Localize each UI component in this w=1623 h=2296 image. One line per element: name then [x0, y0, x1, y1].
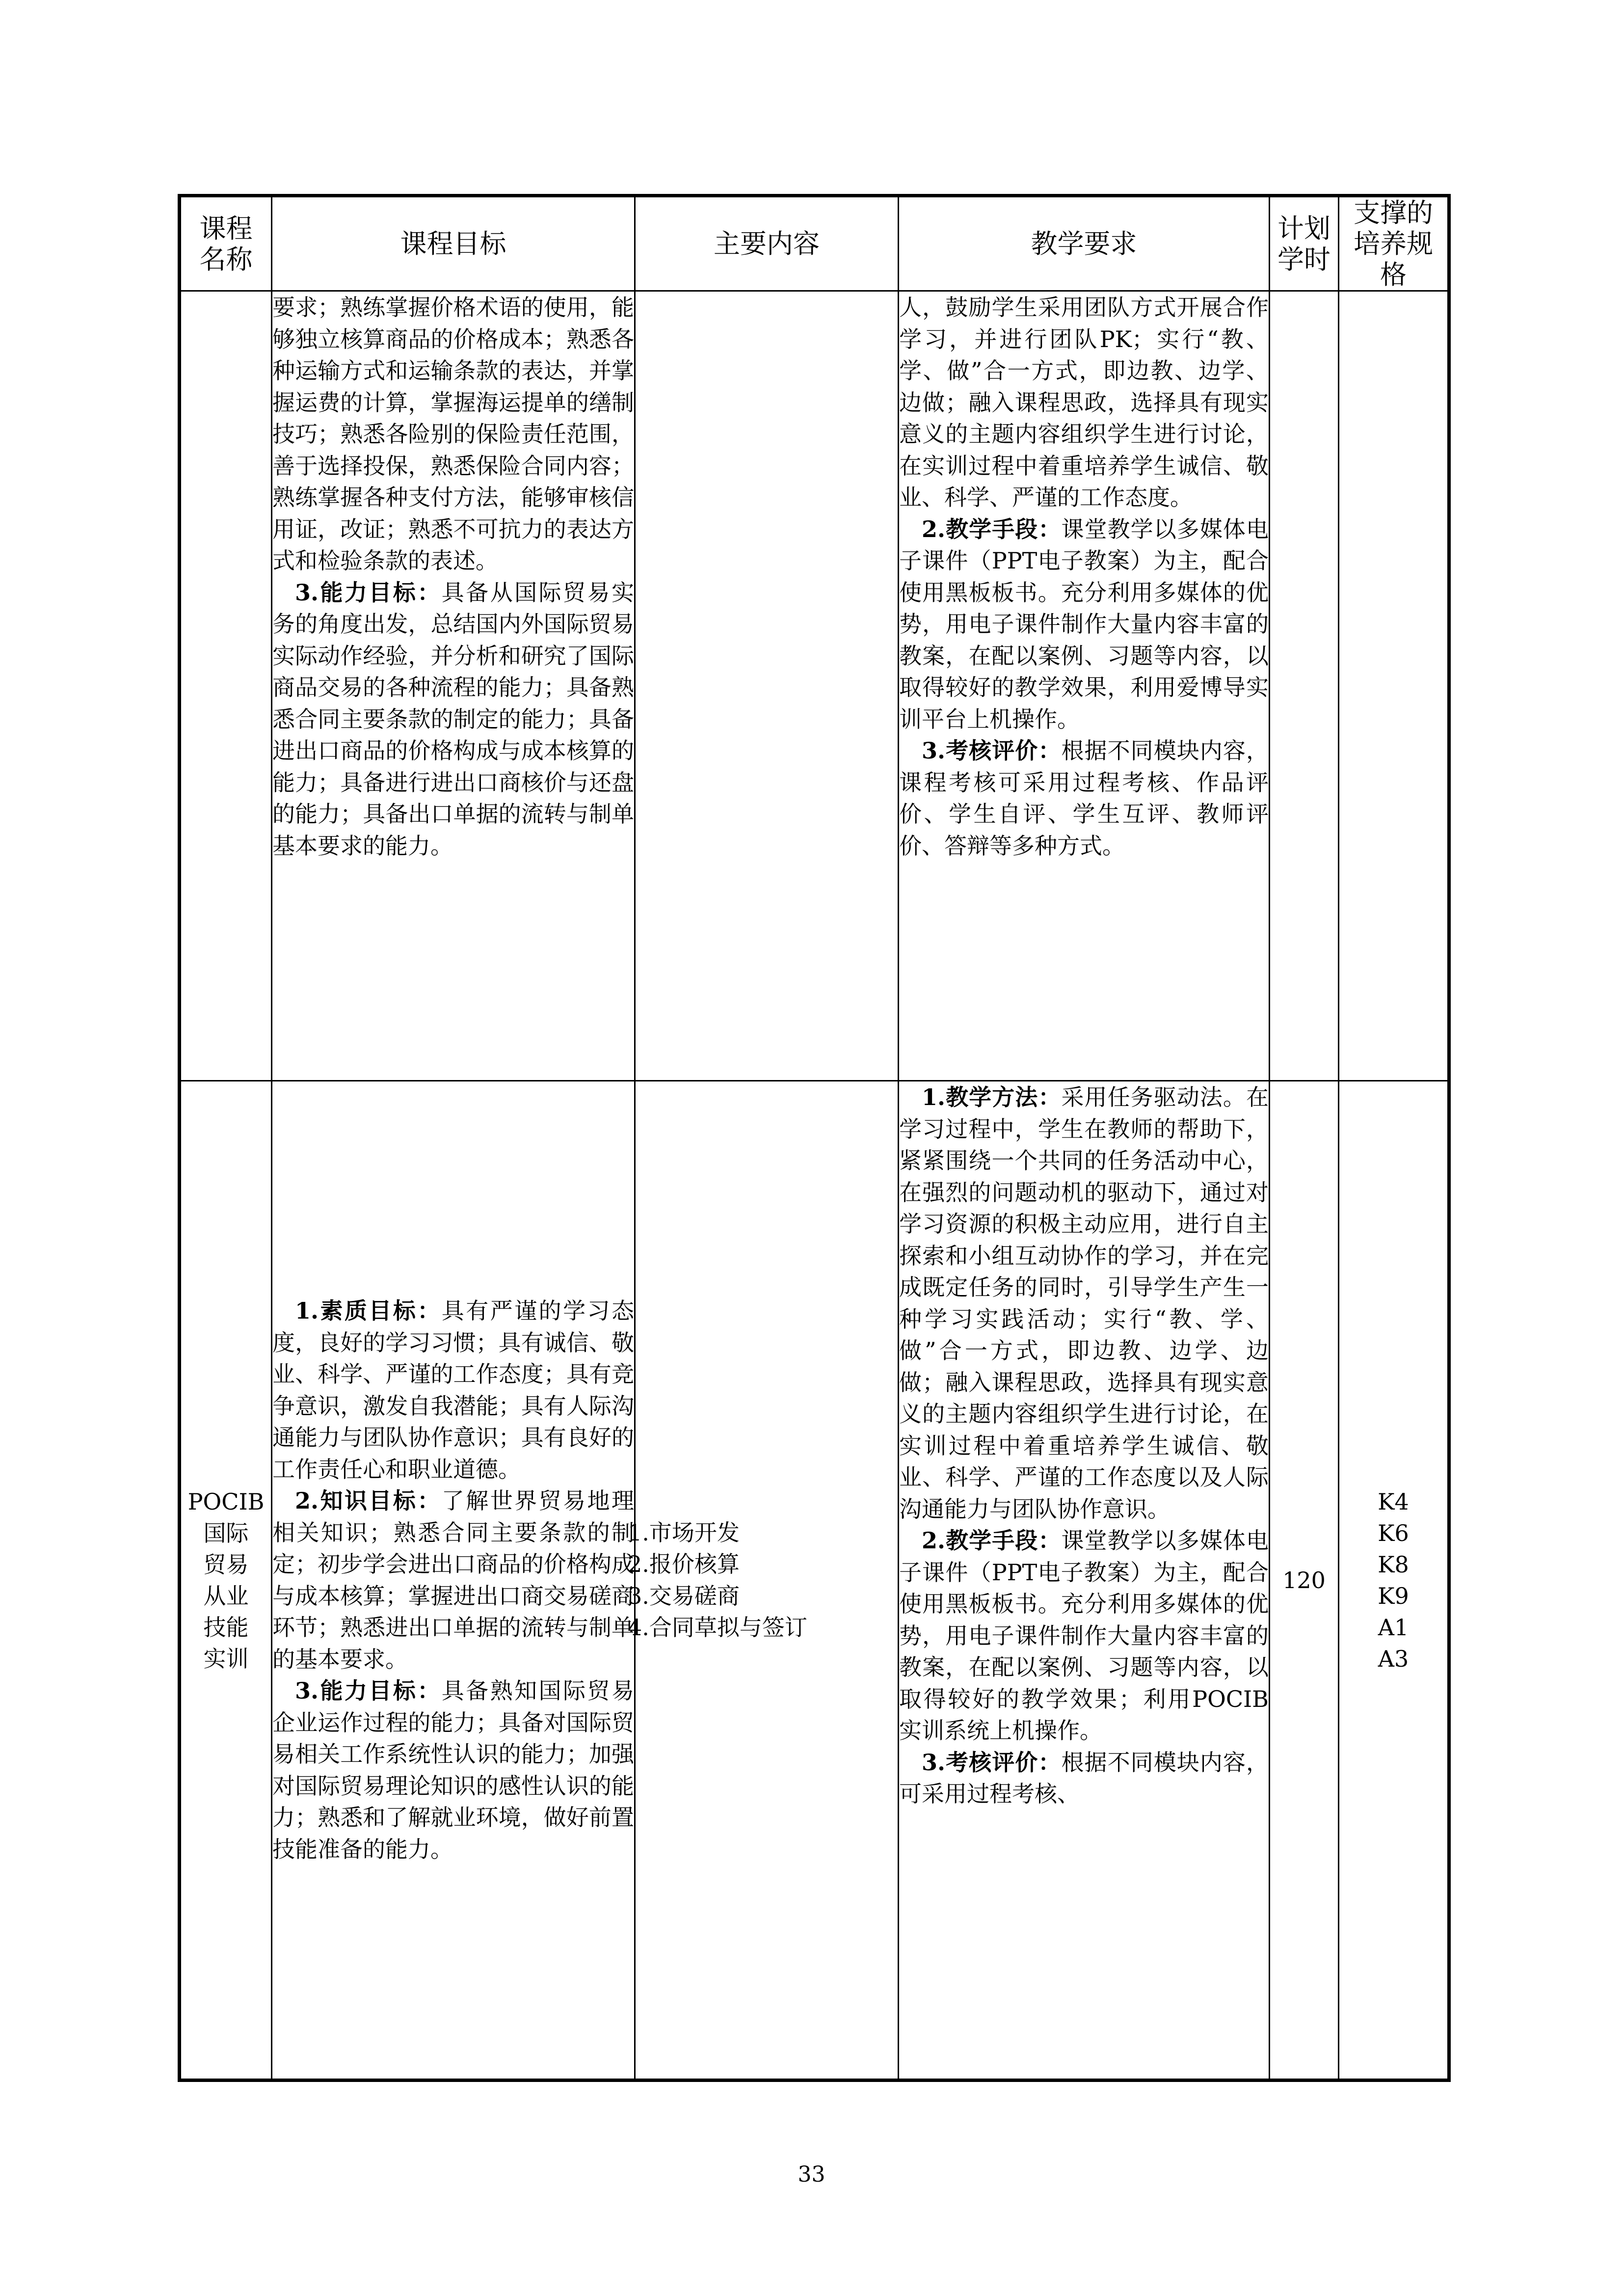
list-item: 3.交易磋商 — [628, 1582, 740, 1609]
row1-specs — [1339, 291, 1449, 1081]
para-heading: 3.考核评价： — [922, 737, 1062, 764]
header-hours-line-1: 计划 — [1277, 213, 1330, 244]
spec-code: K8 — [1378, 1551, 1409, 1578]
row2-requirements-para-2 — [899, 1525, 1269, 1747]
row2-content — [628, 1081, 899, 2080]
table-row — [180, 1081, 1449, 2080]
row1-requirements-para-2 — [899, 513, 1269, 735]
header-course-name-line-1: 课程 — [199, 213, 253, 244]
para-heading: 2.教学手段： — [922, 1527, 1062, 1554]
header-specs-line-1: 支撑的 — [1354, 197, 1433, 228]
row2-objectives-para-3 — [272, 1675, 634, 1865]
header-specs — [1339, 196, 1449, 291]
header-hours — [1270, 196, 1339, 291]
header-objectives: 课程目标 — [272, 196, 635, 291]
course-name-line: 从业 — [203, 1582, 249, 1609]
para-text: 根据不同模块内容，课程考核可采用过程考核、作品评价、学生自评、学生互评、教师评价、答辩等多种方式。 — [899, 737, 1269, 859]
para-heading: 2.教学手段： — [922, 515, 1062, 542]
header-row — [180, 196, 1449, 291]
row2-objectives — [272, 1081, 635, 2080]
list-item: 4.合同草拟与签订 — [628, 1614, 807, 1641]
header-course-name-line-2: 名称 — [199, 243, 253, 275]
row1-course-name — [180, 291, 272, 1081]
row1-objectives — [272, 291, 635, 1081]
page-number: 33 — [798, 2162, 825, 2187]
header-content: 主要内容 — [635, 196, 899, 291]
para-text: 采用任务驱动法。在学习过程中，学生在教师的帮助下，紧紧围绕一个共同的任务活动中心，在强烈的问题动机的驱动下，通过对学习资源的积极主动应用，进行自主探索和小组互动协作的学习，并在完成既定任务的同时，引导学生产生一种学习实践活动；实行“教、学、做”合一方式，即边教、边学、边做；融入课程思政，选择具有现实意义的主题内容组织学生进行讨论，在实训过程中着重培养学生诚信、敬业、科学、严谨的工作态度以及人际沟通能力与团队协作意识。 — [899, 1084, 1269, 1522]
list-item: 2.报价核算 — [628, 1551, 740, 1577]
row2-requirements-para-1 — [899, 1081, 1269, 1525]
para-text: 具备熟知国际贸易企业运作过程的能力；具备对国际贸易相关工作系统性认识的能力；加强对国际贸易理论知识的感性认识的能力；熟悉和了解就业环境，做好前置技能准备的能力。 — [272, 1677, 634, 1863]
para-text: 课堂教学以多媒体电子课件（PPT电子教案）为主，配合使用黑板板书。充分利用多媒体的优势，用电子课件制作大量内容丰富的教案，在配以案例、习题等内容，以取得较好的教学效果，利用爱博导实训平台上机操作。 — [899, 515, 1269, 732]
spec-code: A3 — [1378, 1645, 1409, 1672]
row2-objectives-para-1 — [272, 1295, 634, 1485]
course-name-line: 实训 — [203, 1645, 249, 1672]
para-text: 具有严谨的学习态度，良好的学习习惯；具有诚信、敬业、科学、严谨的工作态度；具有竞争意识，激发自我潜能；具有人际沟通能力与团队协作意识；具有良好的工作责任心和职业道德。 — [272, 1297, 634, 1483]
header-requirements: 教学要求 — [899, 196, 1270, 291]
header-specs-line-2: 培养规 — [1354, 228, 1433, 259]
curriculum-table — [178, 194, 1451, 2082]
course-name-line: POCIB — [187, 1488, 265, 1515]
row2-objectives-para-2 — [272, 1485, 634, 1675]
para-text: 要求；熟练掌握价格术语的使用，能够独立核算商品的价格成本；熟悉各种运输方式和运输条款的表达，并掌握运费的计算，掌握海运提单的缮制技巧；熟悉各险别的保险责任范围，善于选择投保，熟悉保险合同内容；熟练掌握各种支付方法，能够审核信用证，改证；熟悉不可抗力的表达方式和检验条款的表述。 — [272, 294, 634, 574]
course-name-line: 国际 — [203, 1519, 249, 1546]
row1-requirements-para-1 — [899, 292, 1269, 513]
para-text: 根据不同模块内容，可采用过程考核、 — [899, 1749, 1269, 1807]
course-name-line: 贸易 — [203, 1551, 249, 1578]
spec-code: K9 — [1378, 1582, 1409, 1609]
row2-specs — [1339, 1081, 1449, 2080]
row1-requirements — [899, 291, 1270, 1081]
header-hours-line-2: 学时 — [1277, 243, 1330, 275]
para-text: 了解世界贸易地理相关知识；熟悉合同主要条款的制定；初步学会进出口商品的价格构成与成本核算；掌握进出口商交易磋商环节；熟悉进出口单据的流转与制单的基本要求。 — [272, 1487, 634, 1673]
list-item: 1.市场开发 — [628, 1519, 740, 1546]
para-text: 课堂教学以多媒体电子课件（PPT电子教案）为主，配合使用黑板板书。充分利用多媒体的优势，用电子课件制作大量内容丰富的教案，在配以案例、习题等内容，以取得较好的教学效果；利用POCIB实训系统上机操作。 — [899, 1527, 1269, 1744]
para-heading: 3.能力目标： — [295, 1677, 442, 1704]
row2-requirements-para-3 — [899, 1747, 1269, 1810]
row1-content — [635, 291, 899, 1081]
row2-course-name — [180, 1081, 272, 2080]
spec-code: A1 — [1378, 1614, 1409, 1641]
para-heading: 3.能力目标： — [295, 579, 442, 606]
para-heading: 3.考核评价： — [922, 1749, 1062, 1776]
spec-code: K4 — [1378, 1488, 1409, 1515]
spec-code: K6 — [1378, 1519, 1409, 1546]
para-heading: 2.知识目标： — [295, 1487, 442, 1514]
row2-requirements — [899, 1081, 1270, 2080]
para-text: 具备从国际贸易实务的角度出发，总结国内外国际贸易实际动作经验，并分析和研究了国际商品交易的各种流程的能力；具备熟悉合同主要条款的制定的能力；具备进出口商品的价格构成与成本核算的能力；具备进行进出口商核价与还盘的能力；具备出口单据的流转与制单基本要求的能力。 — [272, 579, 634, 859]
para-text: 人，鼓励学生采用团队方式开展合作学习，并进行团队PK；实行“教、学、做”合一方式，即边教、边学、边做；融入课程思政，选择具有现实意义的主题内容组织学生进行讨论，在实训过程中着重培养学生诚信、敬业、科学、严谨的工作态度。 — [899, 294, 1269, 511]
row1-objectives-para-1 — [272, 292, 634, 577]
para-heading: 1.素质目标： — [295, 1297, 442, 1324]
course-name-line: 技能 — [203, 1614, 249, 1641]
para-heading: 1.教学方法： — [922, 1084, 1062, 1110]
row1-requirements-para-3 — [899, 735, 1269, 862]
row1-hours — [1270, 291, 1339, 1081]
row1-objectives-para-2 — [272, 577, 634, 862]
table-row — [180, 291, 1449, 1081]
row2-hours: 120 — [1270, 1081, 1339, 2080]
header-specs-line-3: 格 — [1380, 259, 1407, 290]
header-course-name — [180, 196, 272, 291]
